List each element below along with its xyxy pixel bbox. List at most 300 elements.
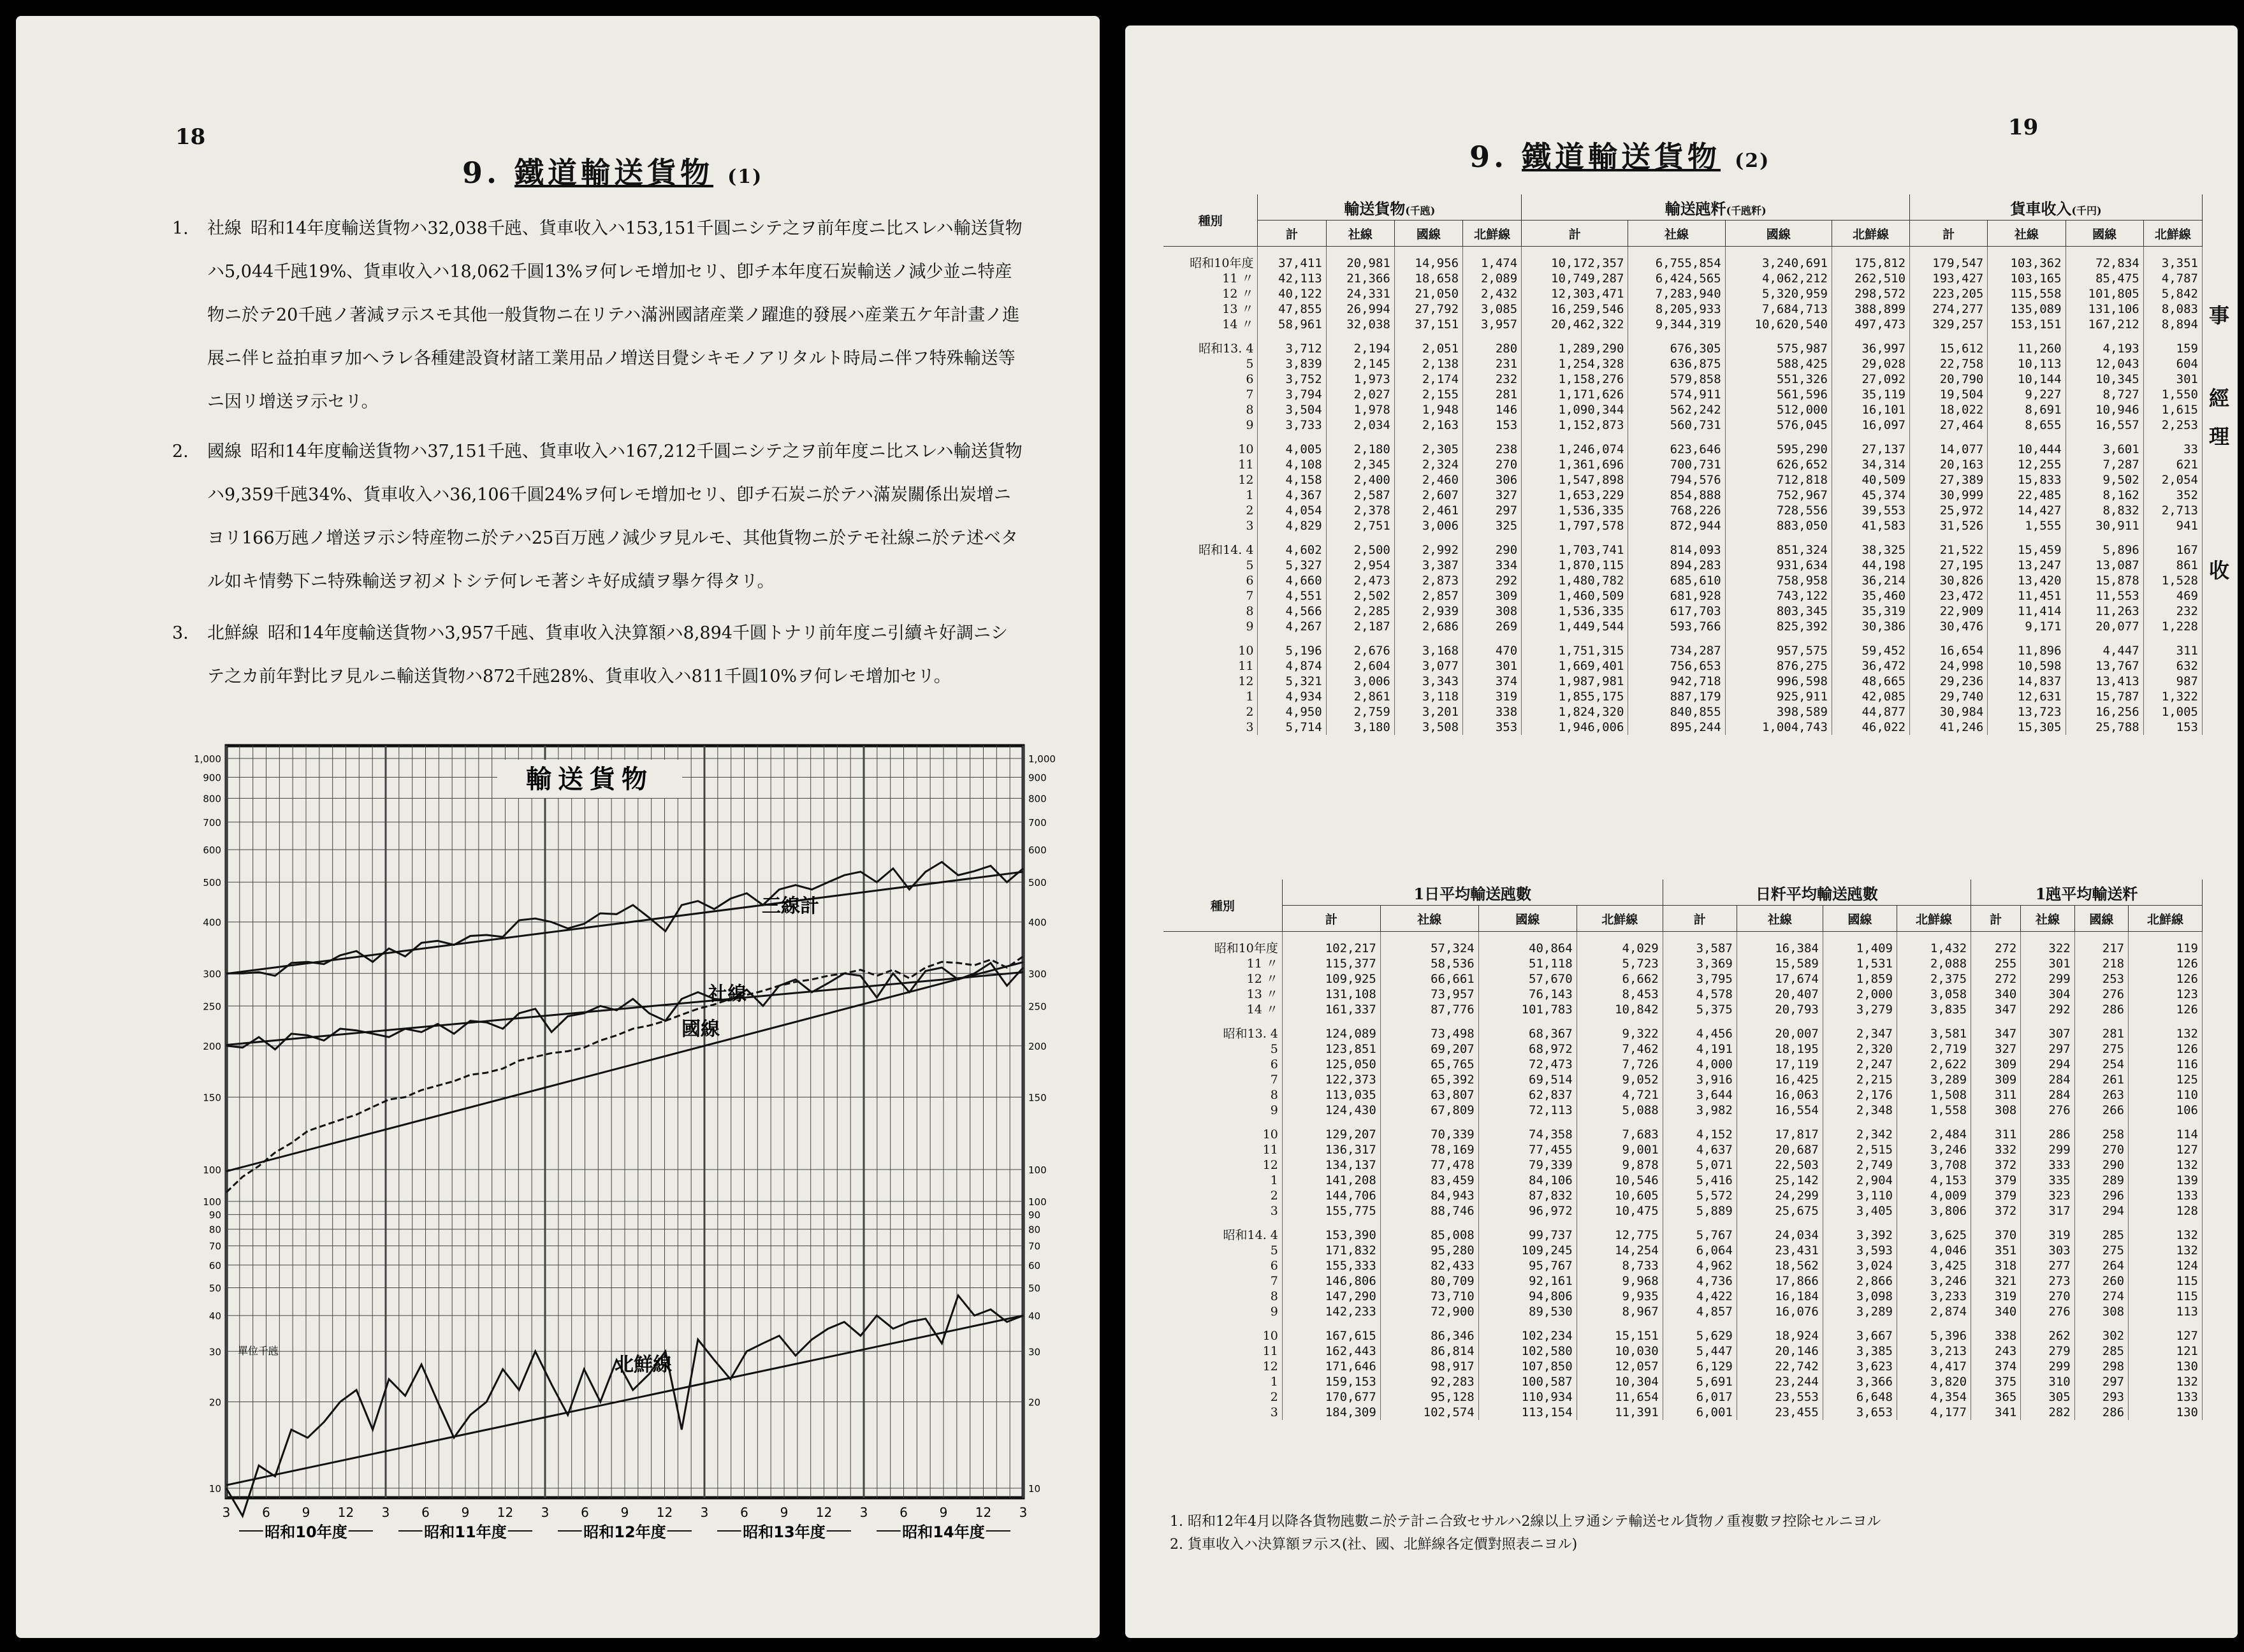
table-cell: 132 (2129, 1157, 2203, 1173)
table-cell: 30,984 (1910, 704, 1988, 720)
table-cell: 3,667 (1823, 1328, 1897, 1344)
table-cell: 144,706 (1282, 1188, 1380, 1203)
table-cell: 35,460 (1832, 588, 1909, 604)
table-cell: 6,648 (1823, 1389, 1897, 1405)
table-cell: 254 (2074, 1057, 2128, 1072)
column-header: 計 (1910, 221, 1988, 247)
x-tick-label: 3 (222, 1505, 231, 1520)
table-cell: 579,858 (1628, 372, 1725, 387)
table-cell: 2,473 (1326, 573, 1394, 588)
table-cell: 5,396 (1897, 1328, 1971, 1344)
table-row (1163, 518, 2203, 533)
table-cell: 617,703 (1628, 604, 1725, 619)
table-row (1163, 1127, 2203, 1142)
table-cell: 131,108 (1282, 987, 1380, 1002)
y-tick-label: 1,000 (1028, 753, 1056, 765)
table-cell: 4,177 (1897, 1405, 1971, 1420)
y-tick-label: 300 (203, 968, 221, 980)
table-cell: 96,972 (1478, 1203, 1577, 1219)
table-cell: 23,553 (1737, 1389, 1823, 1405)
table-cell: 4,153 (1897, 1173, 1971, 1188)
table-cell: 132 (2129, 1374, 2203, 1389)
row-label: 10 (1163, 643, 1258, 658)
table-cell: 623,646 (1628, 442, 1725, 457)
table-cell: 319 (2021, 1228, 2074, 1243)
table-cell: 6,755,854 (1628, 256, 1725, 271)
row-label: 12 〃 (1163, 286, 1258, 301)
table-cell: 115 (2129, 1289, 2203, 1304)
table-cell: 15,459 (1988, 542, 2066, 558)
table-cell: 4,962 (1663, 1258, 1737, 1273)
table-cell: 681,928 (1628, 588, 1725, 604)
table-cell: 24,998 (1910, 658, 1988, 674)
table-cell: 68,367 (1478, 1026, 1577, 1041)
table-cell: 280 (1463, 341, 1522, 356)
table-cell: 4,054 (1258, 503, 1326, 518)
table-cell: 712,818 (1725, 472, 1832, 488)
table-cell: 595,290 (1725, 442, 1832, 457)
table-cell: 2,194 (1326, 341, 1394, 356)
table-cell: 85,008 (1380, 1228, 1478, 1243)
table-cell: 223,205 (1910, 286, 1988, 301)
table-cell: 17,866 (1737, 1273, 1823, 1289)
column-header: 計 (1971, 906, 2021, 932)
table-cell: 272 (1971, 941, 2021, 956)
para-lead: 社線 (207, 219, 242, 238)
table-cell: 301 (1463, 658, 1522, 674)
table-cell: 73,498 (1380, 1026, 1478, 1041)
table-cell: 4,447 (2066, 643, 2143, 658)
x-tick-label: 9 (461, 1505, 470, 1520)
table-cell: 942,718 (1628, 674, 1725, 689)
table-cell: 3,366 (1823, 1374, 1897, 1389)
row-label: 11 〃 (1163, 271, 1258, 286)
table-cell: 2,400 (1326, 472, 1394, 488)
table-cell: 1,171,626 (1522, 387, 1628, 402)
column-group-header: 貨車收入(千円) (1910, 194, 2203, 221)
table-cell: 10,598 (1988, 658, 2066, 674)
table-cell: 297 (1463, 503, 1522, 518)
x-year-label: 昭和13年度 (743, 1523, 826, 1541)
table-cell: 20,407 (1737, 987, 1823, 1002)
table-cell: 2,088 (1897, 956, 1971, 971)
table-cell: 2,324 (1394, 457, 1462, 472)
table-cell: 2,348 (1823, 1103, 1897, 1118)
table-cell: 3,110 (1823, 1188, 1897, 1203)
table-cell: 85,475 (2066, 271, 2143, 286)
table-cell: 25,142 (1737, 1173, 1823, 1188)
table-cell: 2,034 (1326, 417, 1394, 433)
table-cell: 5,447 (1663, 1344, 1737, 1359)
table-cell: 700,731 (1628, 457, 1725, 472)
table-cell: 2,461 (1394, 503, 1462, 518)
table-cell: 45,374 (1832, 488, 1909, 503)
table-cell: 132 (2129, 1228, 2203, 1243)
title-sub: (2) (1735, 150, 1770, 172)
table-cell: 1,322 (2143, 689, 2202, 704)
table-cell: 113 (2129, 1304, 2203, 1319)
table-cell: 931,634 (1725, 558, 1832, 573)
table-row (1163, 1002, 2203, 1017)
row-label: 8 (1163, 402, 1258, 417)
table-cell: 95,767 (1478, 1258, 1577, 1273)
table-cell: 2,607 (1394, 488, 1462, 503)
table-cell: 1,824,320 (1522, 704, 1628, 720)
table-cell: 13,723 (1988, 704, 2066, 720)
x-tick-label: 6 (740, 1505, 748, 1520)
table-cell: 347 (1971, 1002, 2021, 1017)
x-tick-label: 12 (337, 1505, 354, 1520)
table-cell: 72,473 (1478, 1057, 1577, 1072)
table-cell: 285 (2074, 1228, 2128, 1243)
table-cell: 275 (2074, 1243, 2128, 1258)
table-cell: 3,289 (1823, 1304, 1897, 1319)
table-cell: 12,303,471 (1522, 286, 1628, 301)
table-cell: 3,405 (1823, 1203, 1897, 1219)
table-cell: 374 (1463, 674, 1522, 689)
table-cell: 26,994 (1326, 301, 1394, 317)
table-cell: 3,387 (1394, 558, 1462, 573)
table-cell: 341 (1971, 1405, 2021, 1420)
table-cell: 269 (1463, 619, 1522, 634)
table-cell: 16,384 (1737, 941, 1823, 956)
table-cell: 9,171 (1988, 619, 2066, 634)
column-header: 社線 (1988, 221, 2066, 247)
y-tick-label: 10 (208, 1483, 221, 1495)
x-tick-label: 9 (302, 1505, 310, 1520)
row-label: 6 (1163, 1258, 1282, 1273)
table-cell: 4,456 (1663, 1026, 1737, 1041)
table-cell: 13,087 (2066, 558, 2143, 573)
table-row (1163, 1344, 2203, 1359)
table-cell: 894,283 (1628, 558, 1725, 573)
table-row (1163, 256, 2203, 271)
table-cell: 10,842 (1577, 1002, 1663, 1017)
table-cell: 887,179 (1628, 689, 1725, 704)
table-cell: 3,118 (1394, 689, 1462, 704)
table-cell: 11,263 (2066, 604, 2143, 619)
table-cell: 134,137 (1282, 1157, 1380, 1173)
table-cell: 325 (1463, 518, 1522, 533)
table-row (1163, 1203, 2203, 1219)
y-tick-label: 70 (1028, 1240, 1041, 1252)
table-cell: 293 (2074, 1389, 2128, 1405)
row-label: 8 (1163, 604, 1258, 619)
table-cell: 307 (2021, 1026, 2074, 1041)
table-cell: 1,449,544 (1522, 619, 1628, 634)
table-cell: 114 (2129, 1127, 2203, 1142)
table-row (1163, 1157, 2203, 1173)
table-cell: 7,287 (2066, 457, 2143, 472)
table-cell: 593,766 (1628, 619, 1725, 634)
table-cell: 109,245 (1478, 1243, 1577, 1258)
para-number: 2. (172, 442, 189, 461)
table-cell: 2,604 (1326, 658, 1394, 674)
table-cell: 23,472 (1910, 588, 1988, 604)
row-label: 12 (1163, 472, 1258, 488)
table-cell: 4,551 (1258, 588, 1326, 604)
table-cell: 20,007 (1737, 1026, 1823, 1041)
freight-table-2 (1163, 880, 2203, 1420)
table-row (1163, 674, 2203, 689)
table-cell: 3,343 (1394, 674, 1462, 689)
table-cell: 98,917 (1380, 1359, 1478, 1374)
table-cell: 1,751,315 (1522, 643, 1628, 658)
table-cell: 2,500 (1326, 542, 1394, 558)
table-row (1163, 1273, 2203, 1289)
table-row (1163, 417, 2203, 433)
table-cell: 82,433 (1380, 1258, 1478, 1273)
table-cell: 318 (1971, 1258, 2021, 1273)
page-title (462, 150, 762, 192)
table-cell: 2,939 (1394, 604, 1462, 619)
table-cell: 72,834 (2066, 256, 2143, 271)
table-cell: 121 (2129, 1344, 2203, 1359)
table-cell: 632 (2143, 658, 2202, 674)
table-cell: 2,145 (1326, 356, 1394, 372)
table-cell: 16,184 (1737, 1289, 1823, 1304)
table-cell: 72,900 (1380, 1304, 1478, 1319)
table-cell: 551,326 (1725, 372, 1832, 387)
column-header: 國線 (2066, 221, 2143, 247)
table-cell: 276 (2021, 1103, 2074, 1118)
right-page (1125, 25, 2238, 1638)
table-cell: 334 (1463, 558, 1522, 573)
table-cell: 2,874 (1897, 1304, 1971, 1319)
footnotes (1170, 1511, 1881, 1556)
y-tick-label: 80 (1028, 1224, 1041, 1236)
table-cell: 4,029 (1577, 941, 1663, 956)
column-group-header: 輸送貨物(千瓲) (1258, 194, 1522, 221)
table-cell: 116 (2129, 1057, 2203, 1072)
table-cell: 2,247 (1823, 1057, 1897, 1072)
table-cell: 253 (2074, 971, 2128, 987)
table-cell: 8,894 (2143, 317, 2202, 332)
table-cell: 20,793 (1737, 1002, 1823, 1017)
table-cell: 15,305 (1988, 720, 2066, 735)
column-header: 北鮮線 (1897, 906, 1971, 932)
table-cell: 5,416 (1663, 1173, 1737, 1188)
table-cell: 135,089 (1988, 301, 2066, 317)
table-cell: 11,451 (1988, 588, 2066, 604)
table-cell: 217 (2074, 941, 2128, 956)
y-tick-label: 400 (1028, 917, 1047, 929)
table-cell: 57,670 (1478, 971, 1577, 987)
table-cell: 876,275 (1725, 658, 1832, 674)
table-cell: 13,413 (2066, 674, 2143, 689)
table-cell: 115,558 (1988, 286, 2066, 301)
table-cell: 2,347 (1823, 1026, 1897, 1041)
table-cell: 734,287 (1628, 643, 1725, 658)
table-cell: 728,556 (1725, 503, 1832, 518)
table-cell: 260 (2074, 1273, 2128, 1289)
table-cell: 370 (1971, 1228, 2021, 1243)
table-cell: 676,305 (1628, 341, 1725, 356)
table-cell: 175,812 (1832, 256, 1909, 271)
table-cell: 338 (1463, 704, 1522, 720)
table-cell: 87,832 (1478, 1188, 1577, 1203)
table-cell: 2,215 (1823, 1072, 1897, 1087)
table-cell: 8,967 (1577, 1304, 1663, 1319)
table-cell: 10,620,540 (1725, 317, 1832, 332)
table-cell: 9,935 (1577, 1289, 1663, 1304)
paragraph-1 (172, 207, 1023, 424)
x-tick-label: 12 (656, 1505, 673, 1520)
table-cell: 46,022 (1832, 720, 1909, 735)
table-cell: 18,658 (1394, 271, 1462, 286)
table-cell: 20,146 (1737, 1344, 1823, 1359)
table-cell: 296 (2074, 1188, 2128, 1203)
table-cell: 3,233 (1897, 1289, 1971, 1304)
table-cell: 3,504 (1258, 402, 1326, 417)
table-row (1163, 372, 2203, 387)
x-tick-label: 3 (541, 1505, 550, 1520)
table-cell: 30,911 (2066, 518, 2143, 533)
row-header: 種別 (1163, 194, 1258, 247)
table-cell: 10,113 (1988, 356, 2066, 372)
table-row (1163, 341, 2203, 356)
table-cell: 1,289,290 (1522, 341, 1628, 356)
table-cell: 2,866 (1823, 1273, 1897, 1289)
table-cell: 130 (2129, 1405, 2203, 1420)
table-cell: 11,260 (1988, 341, 2066, 356)
table-cell: 3,794 (1258, 387, 1326, 402)
table-cell: 604 (2143, 356, 2202, 372)
table-cell: 20,462,322 (1522, 317, 1628, 332)
table-cell: 79,339 (1478, 1157, 1577, 1173)
table-cell: 3,625 (1897, 1228, 1971, 1243)
x-year-label: 昭和10年度 (265, 1523, 347, 1541)
table-cell: 22,503 (1737, 1157, 1823, 1173)
table-cell: 11,896 (1988, 643, 2066, 658)
table-cell: 319 (1463, 689, 1522, 704)
table-cell: 128 (2129, 1203, 2203, 1219)
table-cell: 332 (1971, 1142, 2021, 1157)
table-cell: 4,602 (1258, 542, 1326, 558)
table-cell: 103,165 (1988, 271, 2066, 286)
x-tick-label: 3 (859, 1505, 868, 1520)
table-cell: 3,708 (1897, 1157, 1971, 1173)
table-cell: 58,536 (1380, 956, 1478, 971)
table-cell: 3,168 (1394, 643, 1462, 658)
table-cell: 159 (2143, 341, 2202, 356)
table-cell: 23,431 (1737, 1243, 1823, 1258)
y-tick-label: 20 (1028, 1396, 1041, 1409)
table-row (1163, 558, 2203, 573)
table-cell: 319 (1971, 1289, 2021, 1304)
table-cell: 1,254,328 (1522, 356, 1628, 372)
table-cell: 243 (1971, 1344, 2021, 1359)
table-cell: 16,076 (1737, 1304, 1823, 1319)
table-cell: 133 (2129, 1188, 2203, 1203)
x-tick-label: 12 (815, 1505, 833, 1520)
table-cell: 957,575 (1725, 643, 1832, 658)
table-cell: 2,285 (1326, 604, 1394, 619)
table-cell: 3,982 (1663, 1103, 1737, 1118)
y-tick-label: 500 (1028, 877, 1047, 889)
table-cell: 5,572 (1663, 1188, 1737, 1203)
table-cell: 290 (1463, 542, 1522, 558)
table-cell: 15,878 (2066, 573, 2143, 588)
table-cell: 83,459 (1380, 1173, 1478, 1188)
table-cell: 374 (1971, 1359, 2021, 1374)
row-label: 8 (1163, 1289, 1282, 1304)
table-cell: 4,721 (1577, 1087, 1663, 1103)
y-tick-label: 800 (203, 793, 221, 805)
table-cell: 297 (2021, 1041, 2074, 1057)
left-page (16, 16, 1100, 1638)
table-row (1163, 1026, 2203, 1041)
table-cell: 317 (2021, 1203, 2074, 1219)
table-cell: 10,030 (1577, 1344, 1663, 1359)
row-label: 2 (1163, 1389, 1282, 1405)
y-tick-label: 600 (203, 844, 221, 857)
table-cell: 284 (2021, 1087, 2074, 1103)
table-cell: 1,361,696 (1522, 457, 1628, 472)
table-cell: 621 (2143, 457, 2202, 472)
table-cell: 277 (2021, 1258, 2074, 1273)
table-cell: 1,528 (2143, 573, 2202, 588)
y-tick-label: 700 (1028, 816, 1047, 829)
table-cell: 1,152,873 (1522, 417, 1628, 433)
y-tick-label: 60 (208, 1259, 221, 1272)
table-cell: 3,385 (1823, 1344, 1897, 1359)
table-cell: 3,835 (1897, 1002, 1971, 1017)
table-cell: 57,324 (1380, 941, 1478, 956)
table-cell: 7,726 (1577, 1057, 1663, 1072)
table-cell: 261 (2074, 1072, 2128, 1087)
table-cell: 854,888 (1628, 488, 1725, 503)
table-cell: 35,319 (1832, 604, 1909, 619)
table-cell: 851,324 (1725, 542, 1832, 558)
table-cell: 126 (2129, 971, 2203, 987)
table-cell: 3,024 (1823, 1258, 1897, 1273)
table-row (1163, 1258, 2203, 1273)
table-cell: 575,987 (1725, 341, 1832, 356)
table-cell: 7,283,940 (1628, 286, 1725, 301)
table-cell: 309 (1971, 1072, 2021, 1087)
table-cell: 3,806 (1897, 1203, 1971, 1219)
table-cell: 3,240,691 (1725, 256, 1832, 271)
table-cell: 1,669,401 (1522, 658, 1628, 674)
table-cell: 31,526 (1910, 518, 1988, 533)
table-cell: 76,143 (1478, 987, 1577, 1002)
table-cell: 398,589 (1725, 704, 1832, 720)
table-cell: 2,089 (1463, 271, 1522, 286)
table-cell: 5,723 (1577, 956, 1663, 971)
table-cell: 123 (2129, 987, 2203, 1002)
row-label: 11 (1163, 1142, 1282, 1157)
table-cell: 2,484 (1897, 1127, 1971, 1142)
table-cell: 2,054 (2143, 472, 2202, 488)
row-label: 10 (1163, 1328, 1282, 1344)
table-cell: 23,244 (1737, 1374, 1823, 1389)
table-cell: 290 (2074, 1157, 2128, 1173)
row-label: 13 〃 (1163, 301, 1258, 317)
row-label: 6 (1163, 1057, 1282, 1072)
table-cell: 16,259,546 (1522, 301, 1628, 317)
table-cell: 4,578 (1663, 987, 1737, 1002)
table-row (1163, 1374, 2203, 1389)
table-cell: 3,279 (1823, 1002, 1897, 1017)
table-cell: 125 (2129, 1072, 2203, 1087)
table-cell: 86,346 (1380, 1328, 1478, 1344)
table-cell: 47,855 (1258, 301, 1326, 317)
table-cell: 40,122 (1258, 286, 1326, 301)
row-label: 3 (1163, 1203, 1282, 1219)
table-cell: 883,050 (1725, 518, 1832, 533)
x-year-label: 昭和11年度 (424, 1523, 507, 1541)
